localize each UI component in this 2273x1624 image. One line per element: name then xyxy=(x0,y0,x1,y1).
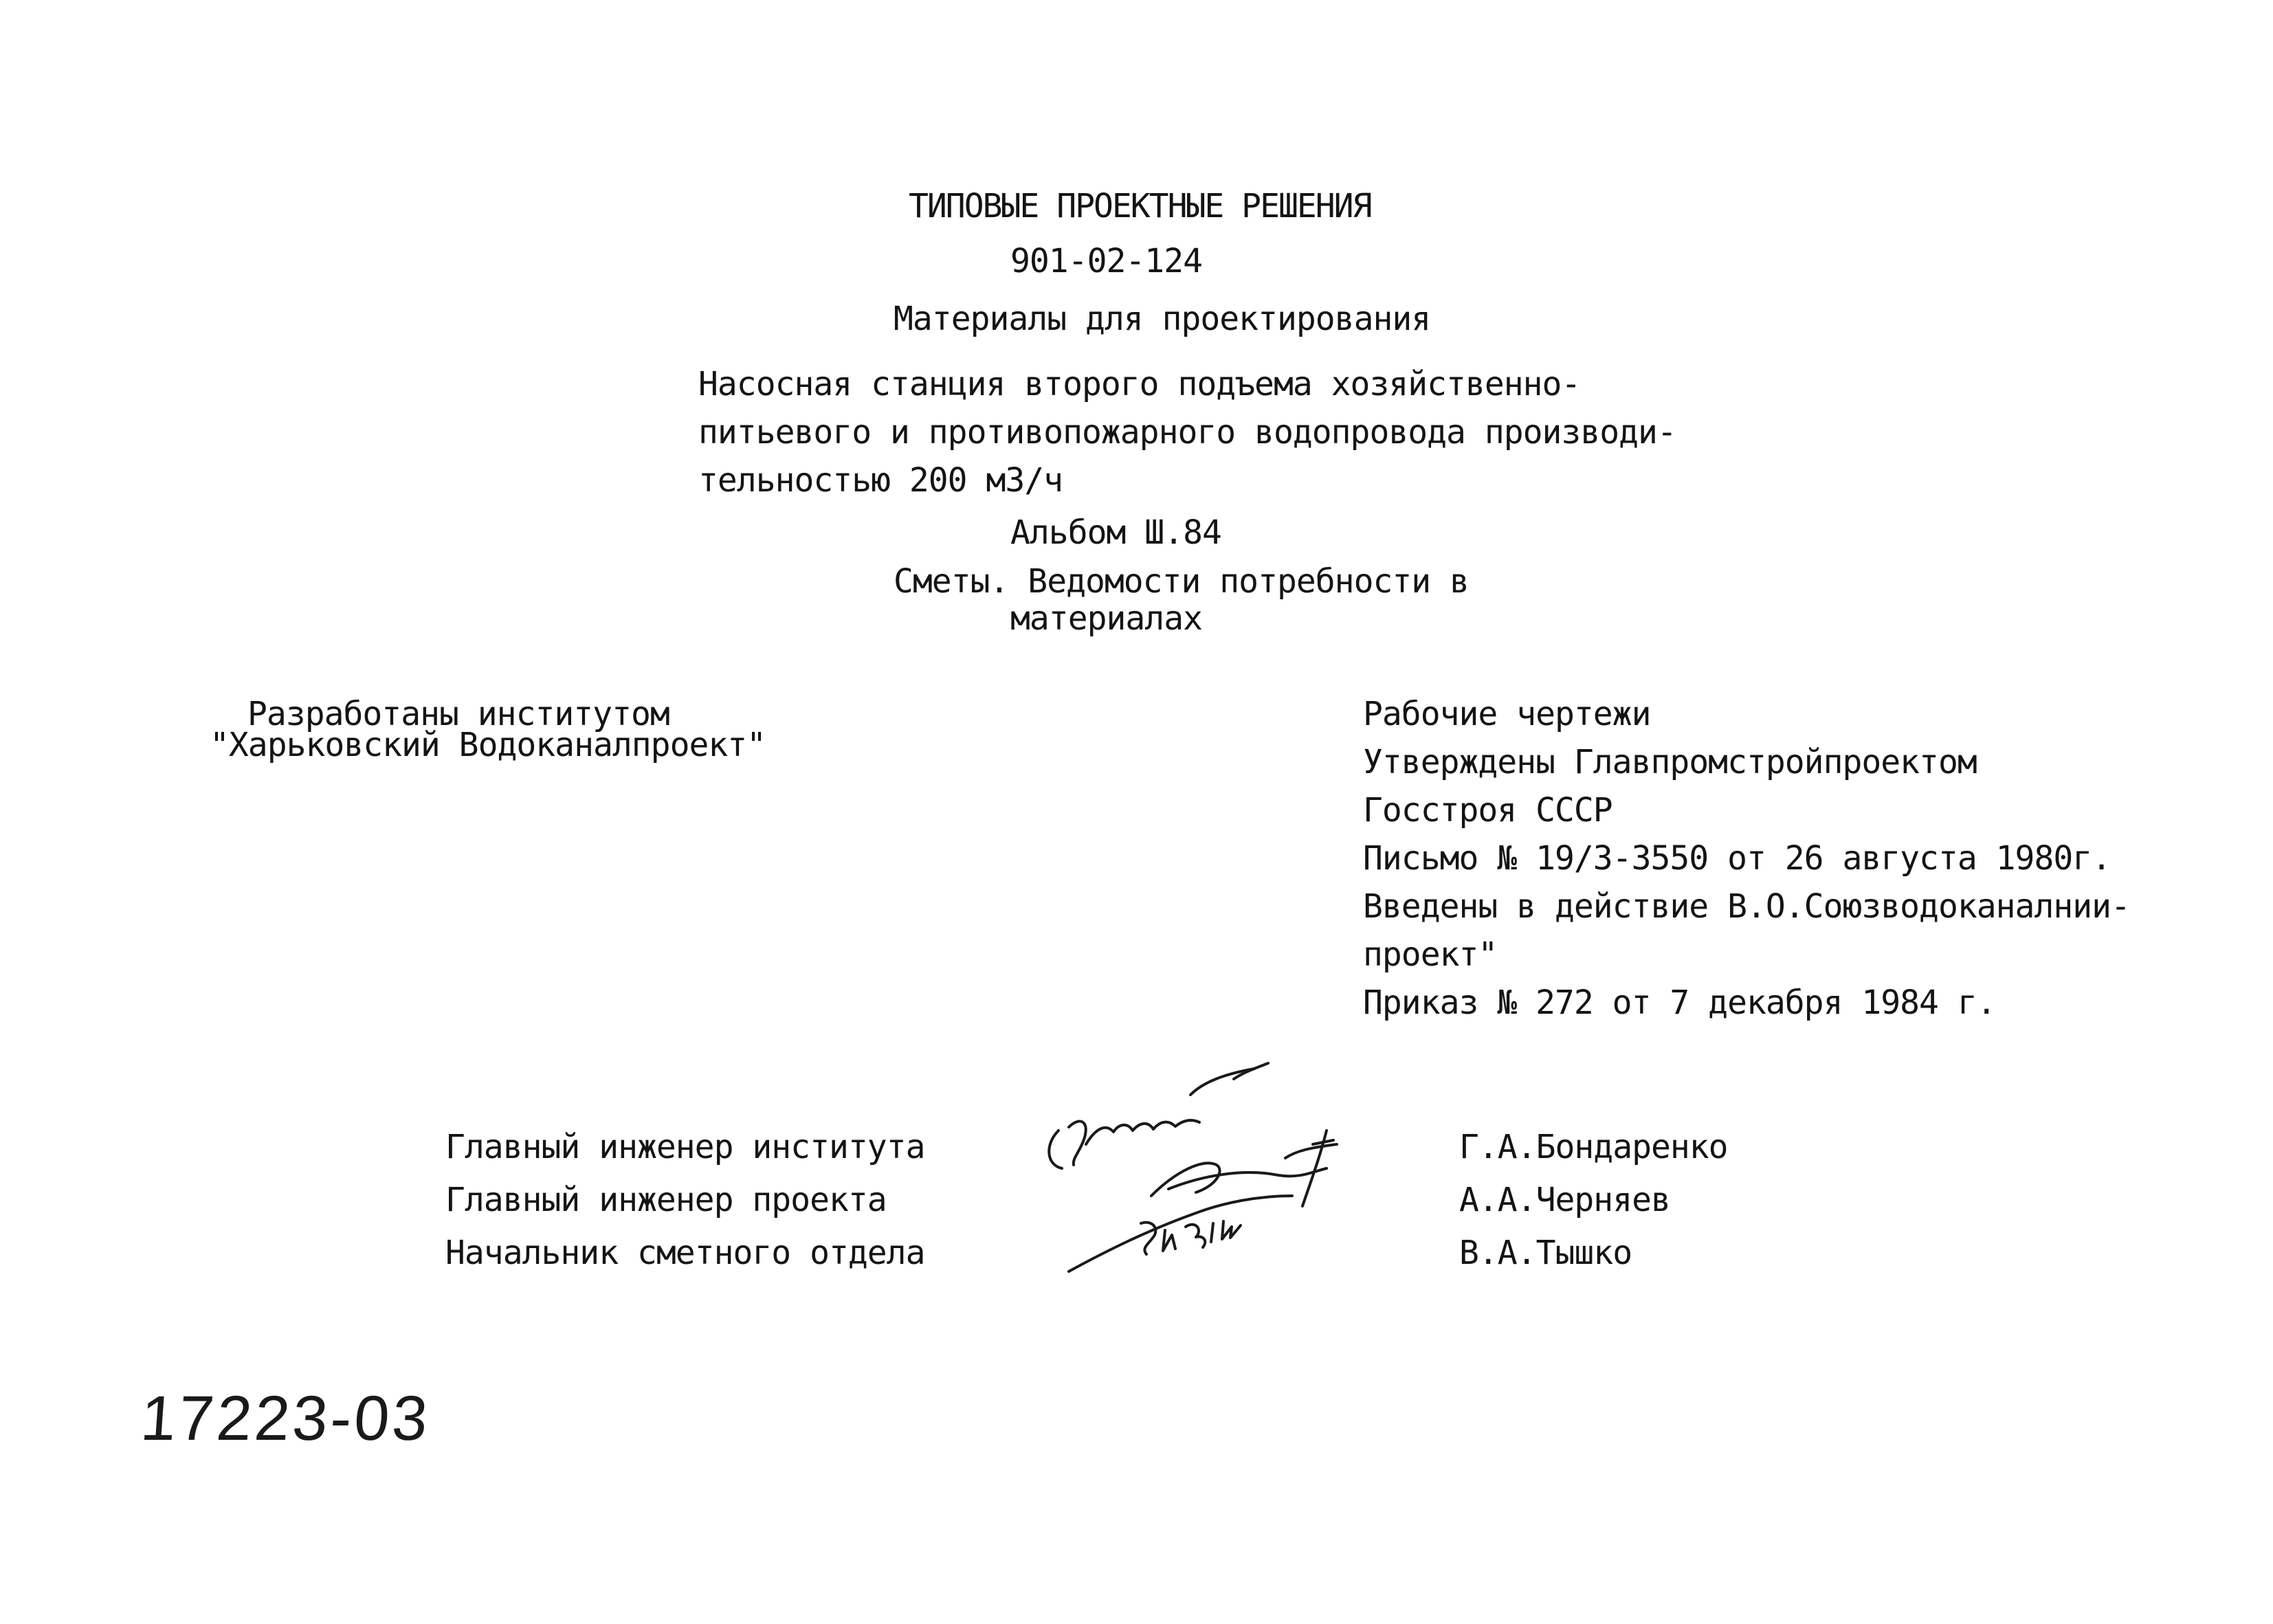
inventory-number: 17223-03 xyxy=(138,1383,433,1454)
approval-role: Главный инженер проекта xyxy=(445,1181,887,1219)
handwritten-signatures xyxy=(1031,1055,1388,1282)
working-drawings-line: Введены в действие В.О.Союзводоканалнии- xyxy=(1363,887,2130,926)
working-drawings-line: Госстроя СССР xyxy=(1363,791,1612,830)
working-drawings-line: Письмо № 19/3-3550 от 26 августа 1980г. xyxy=(1363,839,2111,878)
approval-role: Главный инженер института xyxy=(445,1128,925,1166)
approval-name: Г.А.Бондаренко xyxy=(1459,1128,1728,1166)
developer-line: Разработаны институтом xyxy=(247,695,669,733)
approval-role: Начальник сметного отдела xyxy=(445,1234,925,1272)
signature-estimates-head xyxy=(1069,1196,1292,1271)
estimates-line: материалах xyxy=(1010,599,1202,638)
approval-name: В.А.Тышко xyxy=(1459,1234,1632,1272)
project-code: 901-02-124 xyxy=(1010,242,1202,280)
description-line: тельностью 200 м3/ч xyxy=(698,461,1063,500)
description-line: питьевого и противопожарного водопровода производи- xyxy=(698,413,1676,452)
signature-chief-engineer-project xyxy=(1151,1131,1337,1206)
album-label: Альбом Ш.84 xyxy=(1010,513,1221,552)
description-line: Насосная станция второго подъема хозяйственно- xyxy=(698,365,1581,403)
signature-chief-engineer-institute xyxy=(1049,1063,1268,1168)
working-drawings-line: Рабочие чертежи xyxy=(1363,695,1651,733)
estimates-line: Сметы. Ведомости потребности в xyxy=(894,562,1469,601)
working-drawings-line: Утверждены Главпромстройпроектом xyxy=(1363,743,1977,781)
working-drawings-line: проект" xyxy=(1363,935,1498,974)
working-drawings-line: Приказ № 272 от 7 декабря 1984 г. xyxy=(1363,983,1996,1022)
developer-institute: "Харьковский Водоканалпроект" xyxy=(210,726,766,764)
approval-name: А.А.Черняев xyxy=(1459,1181,1670,1219)
document-subtitle: Материалы для проектирования xyxy=(894,300,1431,338)
document-title: ТИПОВЫЕ ПРОЕКТНЫЕ РЕШЕНИЯ xyxy=(909,187,1371,225)
